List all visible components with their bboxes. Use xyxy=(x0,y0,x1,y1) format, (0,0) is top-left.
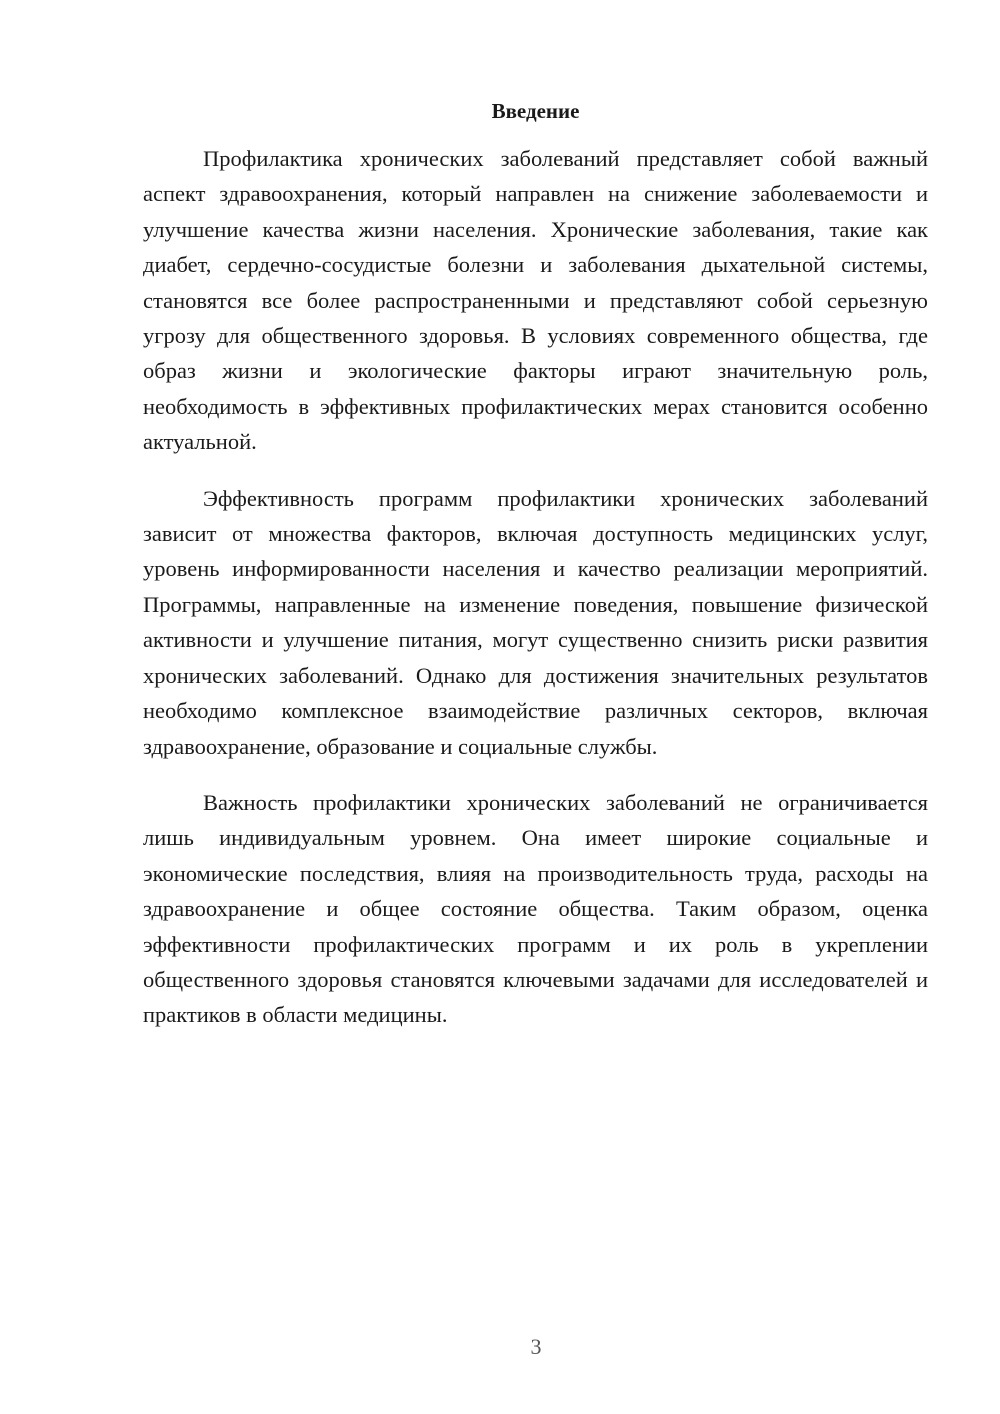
page-number: 3 xyxy=(530,1334,542,1359)
paragraph-2: Эффективность программ профилактики хронических заболеваний зависит от множества факторов, включая доступность медицинских услуг, уровень информированности населения и качество реализации мероприятий. Программы, направленные на изменение поведения, повышение физической активности и улучшение питания, могут существенно снизить риски развития хронических заболеваний. Однако для достижения значительных результатов необходимо комплексное взаимодействие различных секторов, включая здравоохранение, образование и социальные службы. xyxy=(143,485,928,759)
paragraph-1: Профилактика хронических заболеваний представляет собой важный аспект здравоохранения, который направлен на снижение заболеваемости и улучшение качества жизни населения. Хронические заболевания, такие как диабет, сердечно-сосудистые болезни и заболевания дыхательной системы, становятся все более распространенными и представляют собой серьезную угрозу для общественного здоровья. В условиях современного общества, где образ жизни и экологические факторы играют значительную роль, необходимость в эффективных профилактических мерах становится особенно актуальной. xyxy=(143,146,928,455)
paragraph-3: Важность профилактики хронических заболеваний не ограничивается лишь индивидуальным уровнем. Она имеет широкие социальные и экономические последствия, влияя на производительность труда, расходы на здравоохранение и общее состояние общества. Таким образом, оценка эффективности профилактических программ и их роль в укреплении общественного здоровья становятся ключевыми задачами для исследователей и практиков в области медицины. xyxy=(143,789,928,1028)
document-body xyxy=(143,141,928,1054)
page-title: Введение xyxy=(491,99,580,123)
